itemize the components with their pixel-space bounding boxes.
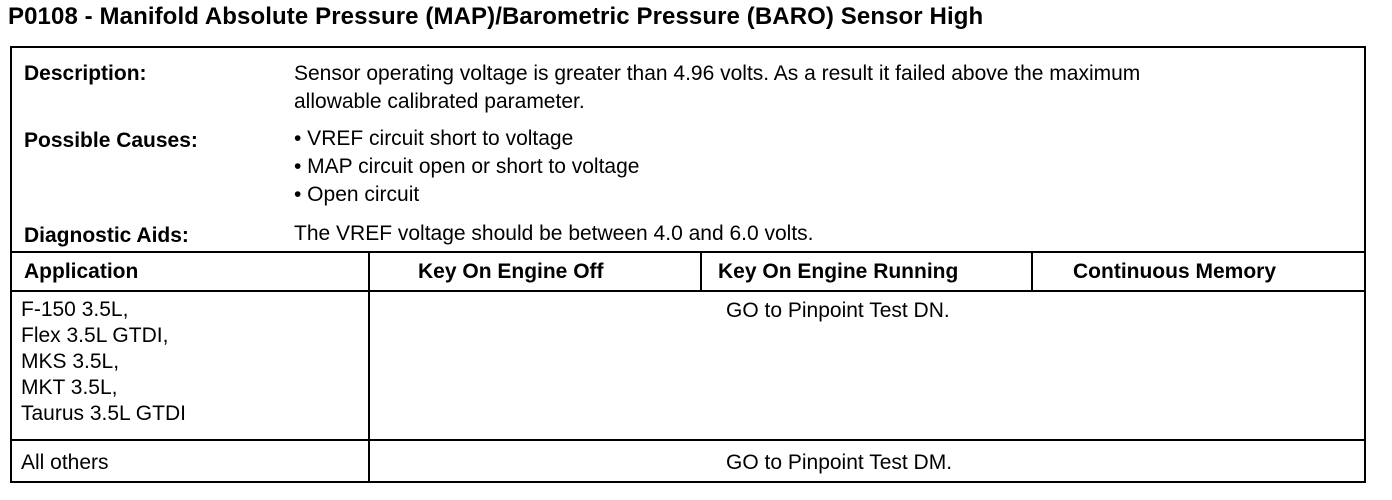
table-row-application (21, 450, 109, 476)
diagnostic-aids-label: Diagnostic Aids: (24, 224, 189, 247)
description-line: Sensor operating voltage is greater than 4.96 volts. As a result it failed above the maximum (294, 62, 1141, 85)
application-item: F-150 3.5L, (21, 298, 129, 321)
action-prefix: GO to (726, 299, 788, 322)
possible-causes-list (294, 125, 639, 209)
header-key-on-engine-running: Key On Engine Running (718, 260, 959, 283)
description-text (294, 60, 1140, 116)
description-label: Description: (24, 62, 147, 85)
table-row-divider (12, 439, 1364, 441)
table-row-application (21, 297, 186, 427)
application-item: MKS 3.5L, (21, 350, 120, 373)
header-continuous-memory: Continuous Memory (1073, 260, 1276, 283)
cause-item: • VREF circuit short to voltage (294, 127, 574, 150)
table-top-divider (12, 251, 1364, 253)
diagnostic-aids-text: The VREF voltage should be between 4.0 and 6.0 volts. (294, 222, 814, 245)
pinpoint-test-dn-link[interactable]: Pinpoint Test DN. (787, 299, 950, 322)
pinpoint-test-dm-link[interactable]: GO to Pinpoint Test DM. (726, 451, 953, 474)
description-line: allowable calibrated parameter. (294, 90, 585, 113)
column-divider (1031, 251, 1033, 291)
header-application: Application (24, 260, 139, 283)
table-header-divider (12, 290, 1364, 292)
application-item: Flex 3.5L GTDI, (21, 324, 169, 347)
page-title: P0108 - Manifold Absolute Pressure (MAP)/Barometric Pressure (BARO) Sensor High (8, 3, 984, 30)
column-divider (368, 251, 370, 481)
application-item: Taurus 3.5L GTDI (21, 402, 186, 425)
application-item: MKT 3.5L, (21, 376, 118, 399)
table-row-action (726, 298, 950, 324)
table-row-action (726, 450, 952, 476)
dtc-info-box (10, 46, 1366, 483)
column-divider (700, 251, 702, 291)
header-key-on-engine-off: Key On Engine Off (418, 260, 604, 283)
cause-item: • MAP circuit open or short to voltage (294, 155, 640, 178)
possible-causes-label: Possible Causes: (24, 129, 198, 152)
application-item: All others (21, 451, 109, 474)
cause-item: • Open circuit (294, 183, 420, 206)
